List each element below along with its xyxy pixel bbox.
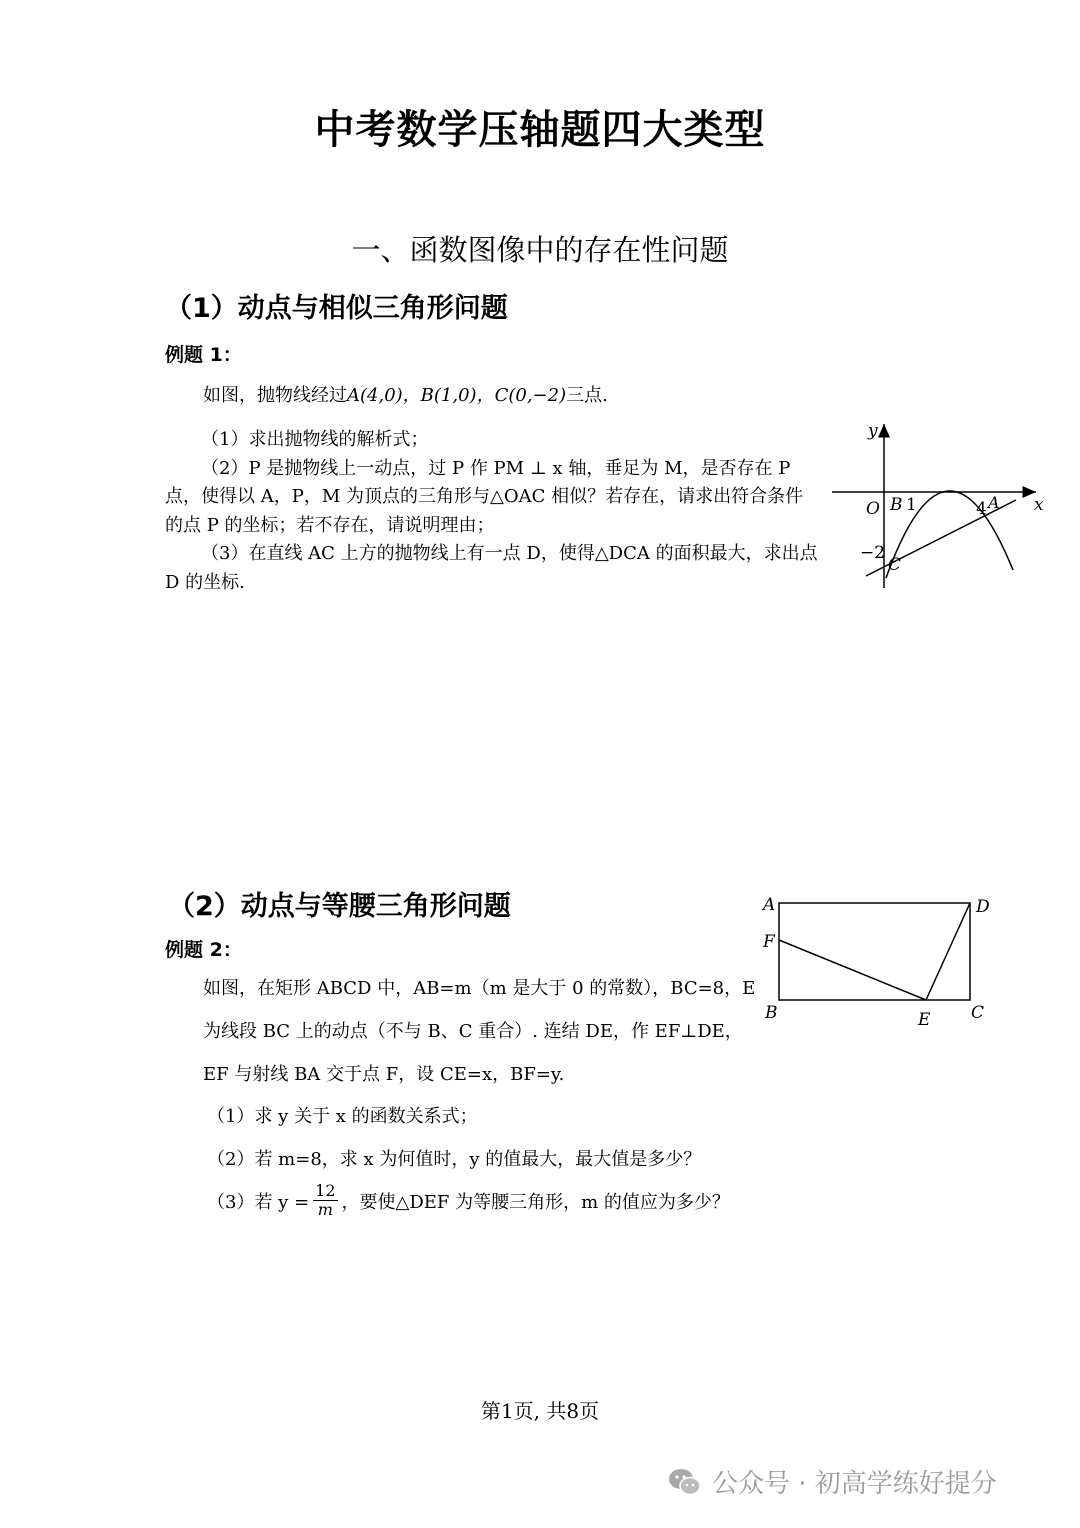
rectangle-figure [756, 890, 996, 1036]
example-1-questions [165, 426, 820, 597]
example-2-line-3: EF 与射线 BA 交于点 F，设 CE=x，BF=y. [203, 1064, 565, 1085]
segment-fe [779, 940, 926, 1000]
question-1: （1）求出抛物线的解析式； [201, 429, 429, 450]
tick-1-label: 1 [906, 495, 917, 515]
rect-point-a-label: A [763, 895, 776, 915]
rect-point-b-label: B [765, 1003, 778, 1023]
fraction-12-over-m [313, 1182, 337, 1219]
section-title: 一、函数图像中的存在性问题 [351, 233, 729, 267]
example-2-question-1: （1）求 y 关于 x 的函数关系式； [207, 1106, 478, 1127]
question-2: （2）P 是抛物线上一动点，过 P 作 PM ⊥ x 轴，垂足为 M，是否存在 P 点，使得以 A，P，M 为顶点的三角形与△OAC 相似？若存在，请求出符合条件的点 P 的坐标；若不存在，请说明理由； [165, 457, 804, 536]
question-3: （3）在直线 AC 上方的抛物线上有一点 D，使得△DCA 的面积最大，求出点 D 的坐标. [165, 543, 818, 593]
page-footer: 第1页, 共8页 [480, 1399, 600, 1423]
example-2-question-2: （2）若 m=8，求 x 为何值时，y 的值最大，最大值是多少？ [207, 1149, 702, 1170]
point-a-label: A [988, 493, 1000, 512]
rect-point-d-label: D [976, 897, 990, 917]
watermark-text: 公众号 · 初高学练好提分 [712, 1469, 997, 1499]
y-axis-label: y [868, 421, 878, 441]
rect-point-c-label: C [971, 1003, 985, 1023]
example-2-line-2: 为线段 BC 上的动点（不与 B、C 重合）. 连结 DE，作 EF⊥DE， [203, 1021, 743, 1042]
subsection-title-1: （1）动点与相似三角形问题 [165, 293, 508, 324]
tick-4-label: 4 [976, 499, 987, 519]
intro-suffix: 三点. [566, 385, 608, 406]
watermark [668, 1463, 997, 1500]
fraction-numerator: 12 [315, 1181, 336, 1200]
intro-prefix: 如图，抛物线经过 [203, 385, 347, 406]
example-label-2: 例题 2： [165, 939, 242, 961]
example-1-intro [203, 382, 608, 410]
example-2-question-3 [207, 1182, 730, 1219]
example-label-1: 例题 1： [165, 344, 242, 366]
example-2-line-1: 如图，在矩形 ABCD 中，AB=m（m 是大于 0 的常数），BC=8，E [203, 978, 756, 999]
rect-point-e-label: E [918, 1010, 931, 1030]
intro-points: A(4,0)，B(1,0)，C(0,−2) [347, 385, 567, 406]
q3-prefix: （3）若 y = [207, 1191, 310, 1213]
point-c-label: C [888, 555, 902, 575]
wechat-icon [668, 1467, 702, 1497]
page-title: 中考数学压轴题四大类型 [314, 107, 766, 153]
tick-neg2-label: −2 [860, 543, 886, 563]
segment-ed [926, 903, 970, 1000]
x-axis-label: x [1034, 495, 1044, 515]
rect-point-f-label: F [763, 932, 775, 952]
origin-label: O [866, 499, 880, 519]
parabola-figure [826, 418, 1056, 596]
point-b-label: B [890, 495, 903, 515]
subsection-title-2: （2）动点与等腰三角形问题 [168, 891, 511, 922]
q3-suffix: ，要使△DEF 为等腰三角形，m 的值应为多少？ [341, 1191, 730, 1213]
fraction-denominator: m [317, 1200, 333, 1219]
